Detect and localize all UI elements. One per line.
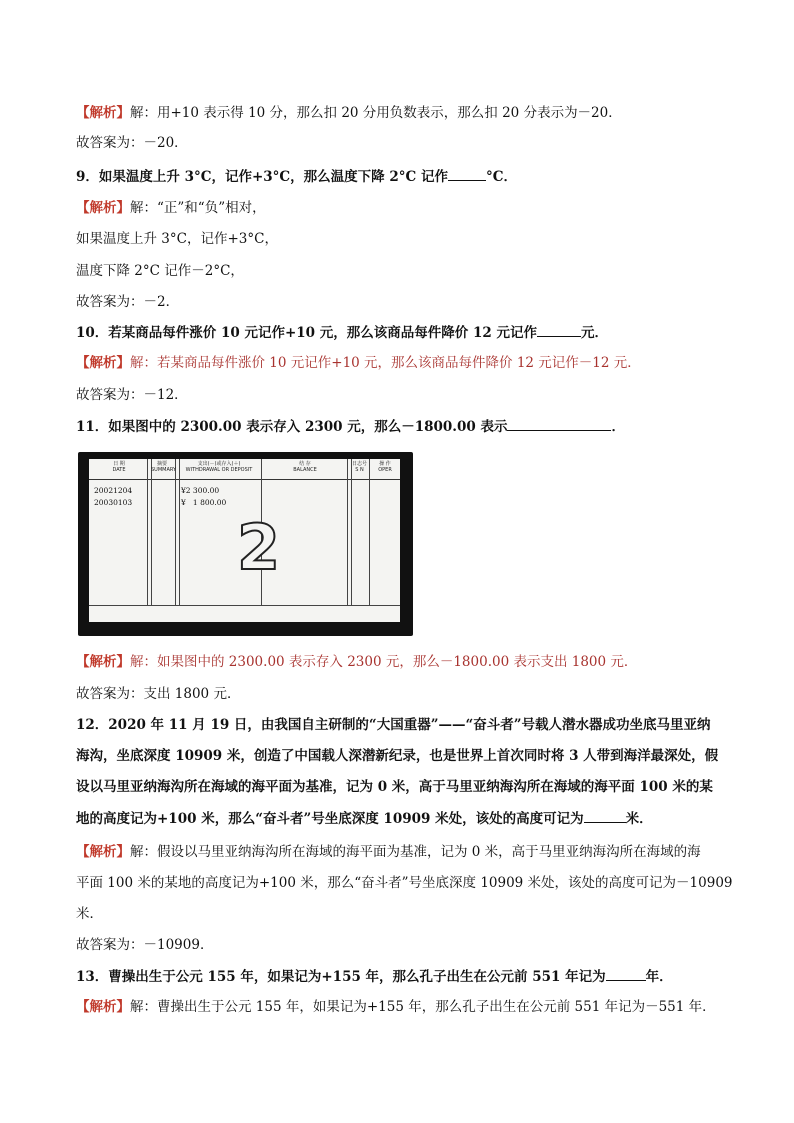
question-9 xyxy=(76,166,517,187)
question-11-text: 11．如果图中的 2300.00 表示存入 2300 元，那么－1800.00 表示 xyxy=(76,419,508,435)
answer-9-line2: 如果温度上升 3°C，记作+3°C， xyxy=(76,231,278,247)
passbook-page xyxy=(89,459,400,622)
question-9-text: 9．如果温度上升 3°C，记作+3°C，那么温度下降 2°C 记作 xyxy=(76,169,448,185)
question-12-line-1: 12．2020 年 11 月 19 日，由我国自主研制的“大国重器”——“奋斗者”号载人潜水器成功坐底马里亚纳 xyxy=(76,717,711,733)
column-divider xyxy=(369,459,370,605)
analysis-tag: 【解析】 xyxy=(76,654,130,670)
answer-10-analysis xyxy=(76,353,641,373)
header-balance: 结 存 BALANCE xyxy=(293,461,317,473)
answer-12-line-2: 平面 100 米的某地的高度记为+100 米，那么“奋斗者”号坐底深度 10909 米处，该处的高度可记为－10909 xyxy=(76,875,733,891)
answer-8-analysis xyxy=(76,103,622,123)
answer-13-analysis xyxy=(76,997,716,1017)
question-12-tail: 米． xyxy=(625,811,653,827)
column-divider xyxy=(175,459,180,605)
row-2-date: 20030103 xyxy=(94,498,133,507)
answer-12-line-3: 米． xyxy=(76,906,103,922)
question-12-line-2: 海沟，坐底深度 10909 米，创造了中国载人深潜新纪录，也是世界上首次同时将 3 人带到海洋最深处，假 xyxy=(76,748,719,764)
figure-number-label: 2 xyxy=(237,511,281,584)
answer-11-analysis xyxy=(76,652,637,672)
answer-9-result: 故答案为：－2． xyxy=(76,294,180,310)
answer-blank xyxy=(606,966,646,981)
header-oper: 操 作 OPER xyxy=(378,461,392,473)
question-11-tail: ． xyxy=(611,419,625,435)
question-9-tail: °C． xyxy=(485,169,517,185)
question-10-tail: 元． xyxy=(580,325,608,341)
question-11 xyxy=(76,416,625,437)
question-13-tail: 年． xyxy=(645,969,673,985)
bank-passbook-figure xyxy=(78,452,413,636)
question-13 xyxy=(76,966,673,987)
header-date: 日 期 DATE xyxy=(112,461,126,473)
answer-10-result: 故答案为：－12． xyxy=(76,387,188,403)
analysis-text: 解：用+10 表示得 10 分，那么扣 20 分用负数表示，那么扣 20 分表示为－20． xyxy=(130,105,622,121)
answer-blank xyxy=(448,166,486,181)
analysis-text: 解：曹操出生于公元 155 年，如果记为+155 年，那么孔子出生在公元前 551 年记为－551 年． xyxy=(130,999,716,1015)
answer-11-result: 故答案为：支出 1800 元． xyxy=(76,686,241,702)
answer-12-analysis xyxy=(76,842,701,862)
analysis-text: 解：如果图中的 2300.00 表示存入 2300 元，那么－1800.00 表示支出 1800 元． xyxy=(130,654,638,670)
passbook-bottom-rule xyxy=(89,605,400,606)
answer-8-result: 故答案为：－20． xyxy=(76,135,188,151)
row-2-amount: ¥ 1 800.00 xyxy=(181,498,227,507)
question-13-text: 13．曹操出生于公元 155 年，如果记为+155 年，那么孔子出生在公元前 551 年记为 xyxy=(76,969,606,985)
answer-9-line3: 温度下降 2°C 记作－2°C， xyxy=(76,263,244,279)
question-12-text: 地的高度记为+100 米，那么“奋斗者”号坐底深度 10909 米处，该处的高度可记为 xyxy=(76,811,584,827)
header-sn: 日志号 S N xyxy=(351,461,367,473)
analysis-tag: 【解析】 xyxy=(76,844,130,860)
answer-12-result: 故答案为：－10909． xyxy=(76,937,214,953)
answer-blank xyxy=(537,322,581,337)
row-1-amount: ¥2 300.00 xyxy=(181,486,220,495)
analysis-text: 解：若某商品每件涨价 10 元记作+10 元，那么该商品每件降价 12 元记作－12 元． xyxy=(130,355,641,371)
answer-blank xyxy=(507,416,611,431)
column-divider xyxy=(347,459,352,605)
column-divider xyxy=(147,459,152,605)
question-12-line-4 xyxy=(76,808,653,829)
header-amount: 支出(－)或存入(＋) WITHDRAWAL OR DEPOSIT xyxy=(185,461,253,473)
answer-blank xyxy=(584,808,626,823)
question-12-line-3: 设以马里亚纳海沟所在海域的海平面为基准，记为 0 米，高于马里亚纳海沟所在海域的海平面 100 米的某 xyxy=(76,779,713,795)
analysis-text: 解：“正”和“负”相对， xyxy=(130,200,266,216)
question-10-text: 10．若某商品每件涨价 10 元记作+10 元，那么该商品每件降价 12 元记作 xyxy=(76,325,537,341)
answer-9-analysis xyxy=(76,198,266,218)
header-summary: 摘要 SUMMARY xyxy=(151,461,177,473)
row-1-date: 20021204 xyxy=(94,486,133,495)
analysis-tag: 【解析】 xyxy=(76,105,130,121)
analysis-text: 解：假设以马里亚纳海沟所在海域的海平面为基准，记为 0 米，高于马里亚纳海沟所在海域的海 xyxy=(130,844,701,860)
analysis-tag: 【解析】 xyxy=(76,200,130,216)
analysis-tag: 【解析】 xyxy=(76,999,130,1015)
analysis-tag: 【解析】 xyxy=(76,355,130,371)
question-10 xyxy=(76,322,608,343)
